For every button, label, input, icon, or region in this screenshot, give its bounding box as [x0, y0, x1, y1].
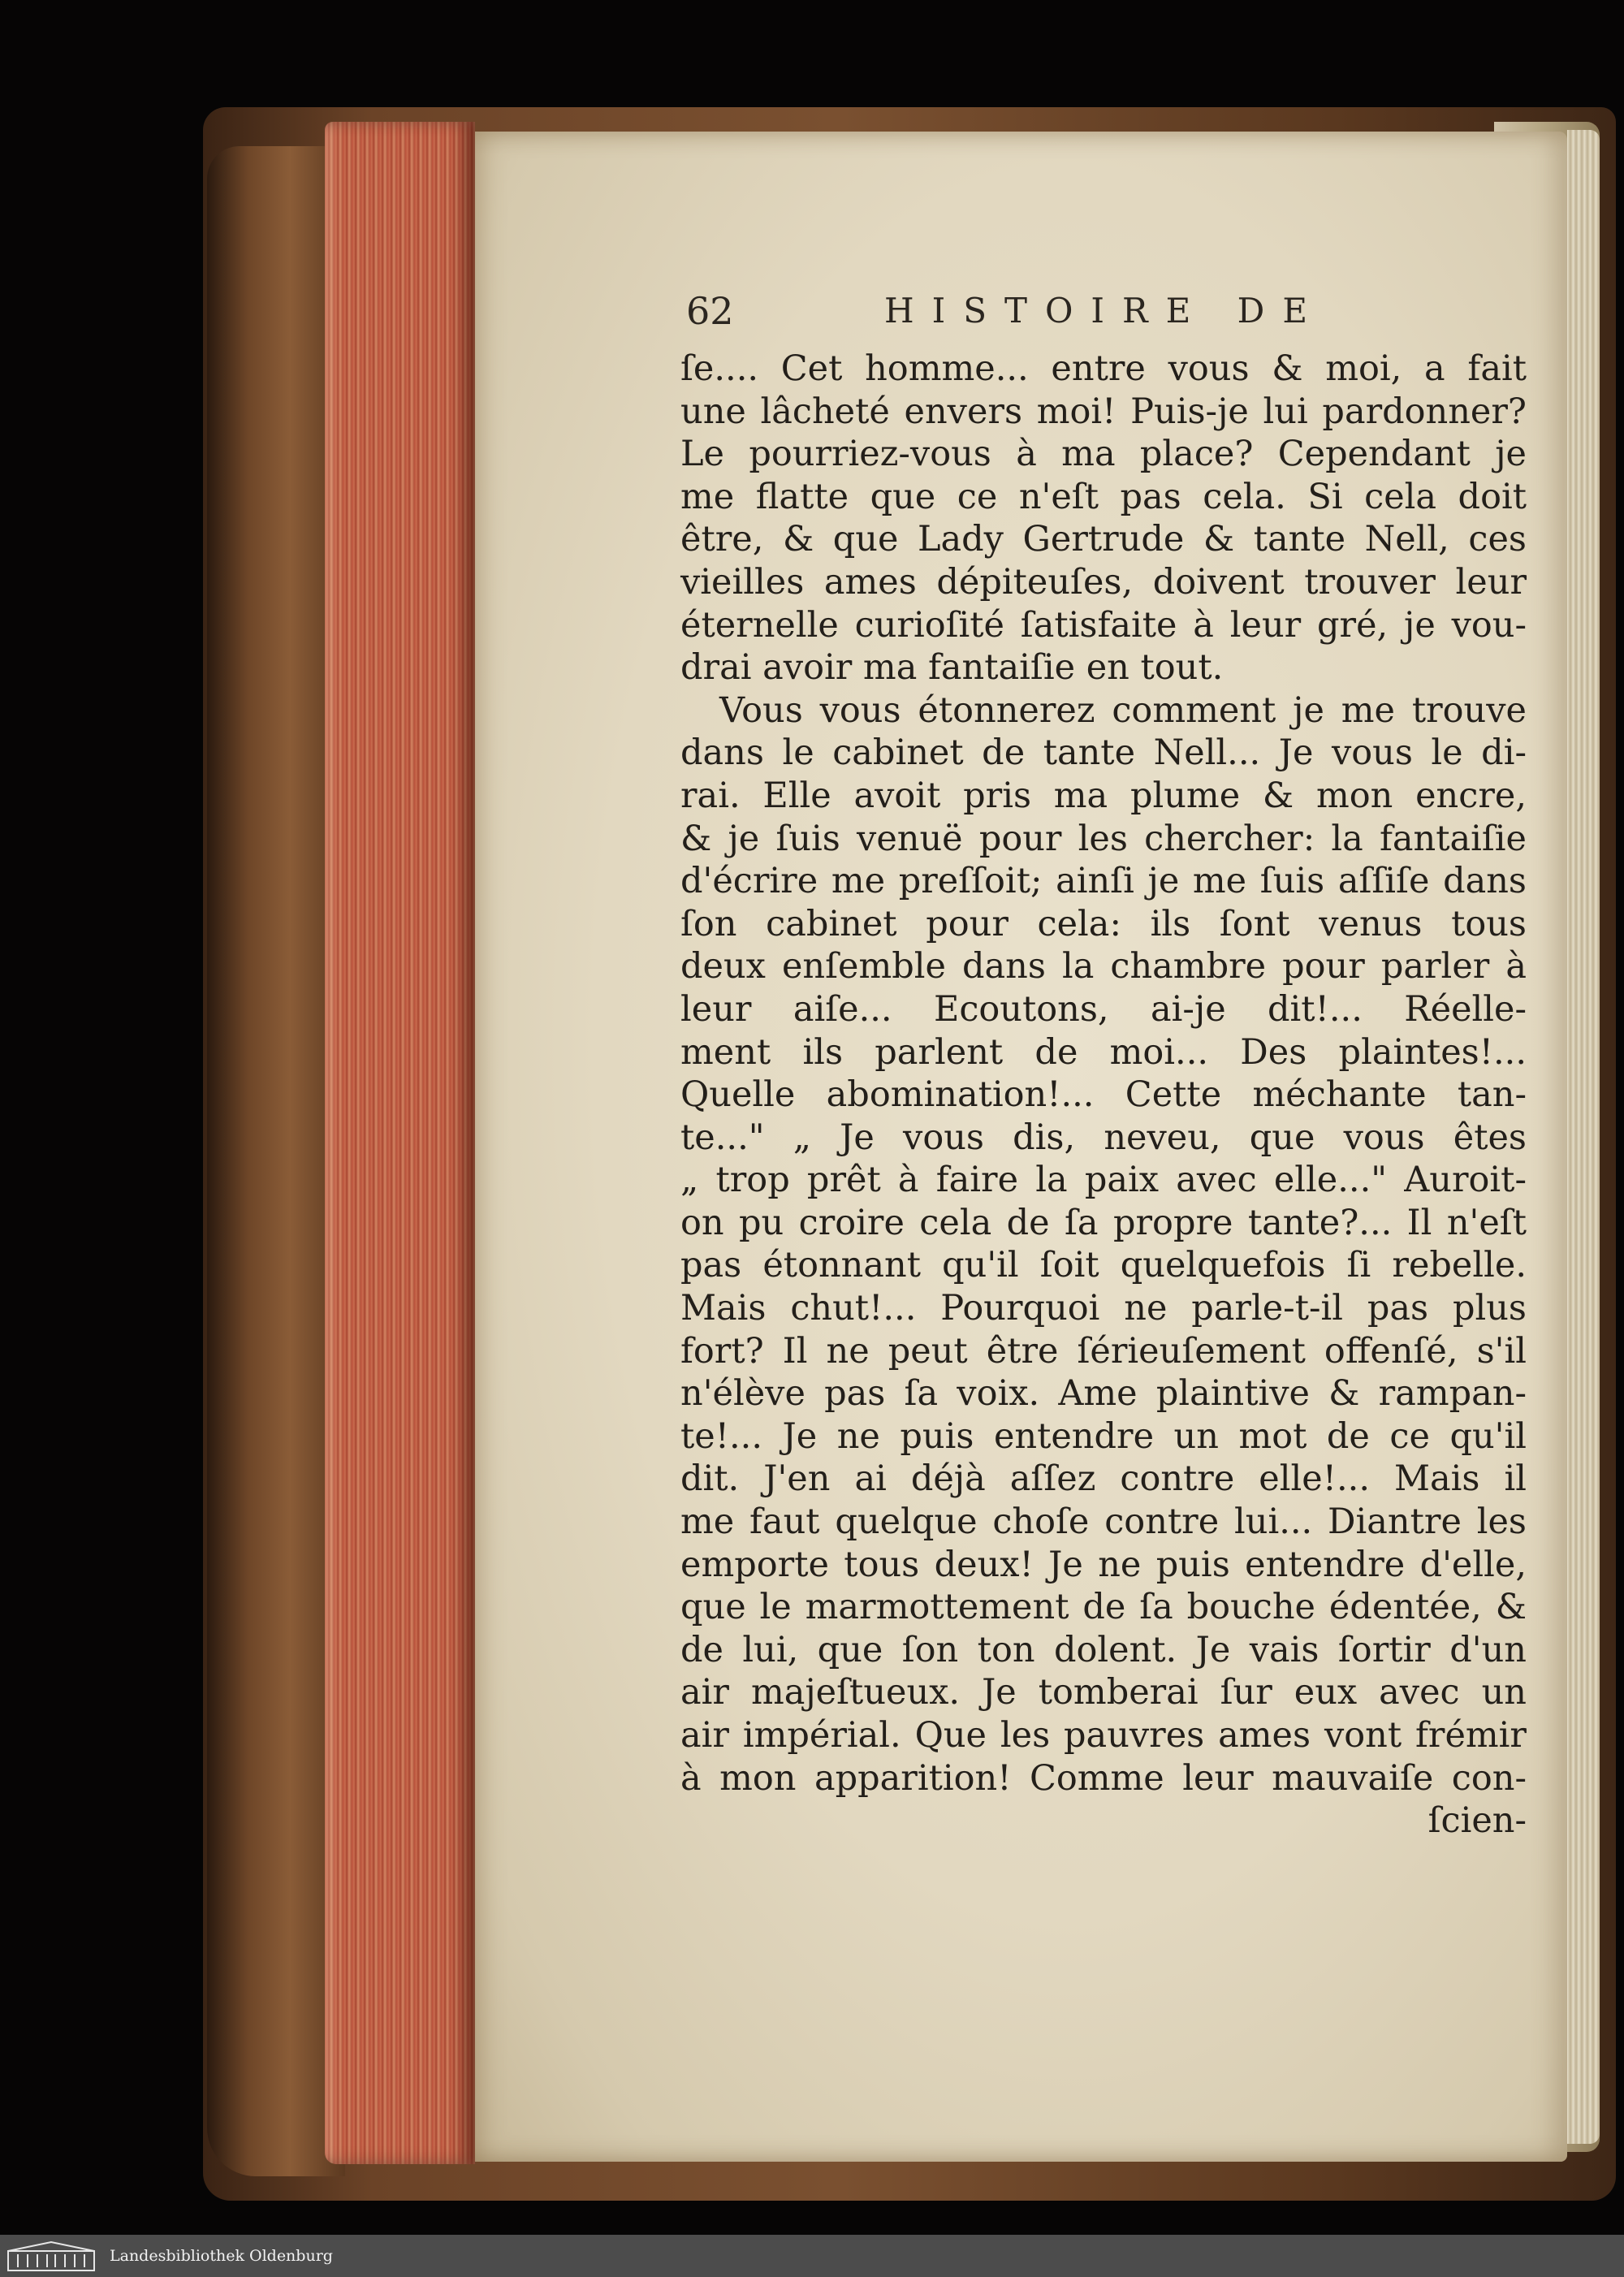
text-line: deux enſemble dans la chambre pour parler à — [680, 946, 1527, 987]
text-line: me flatte que ce n'eſt pas cela. Si cela doit — [680, 476, 1527, 517]
text-line: me faut quelque choſe contre lui... Diantre les — [680, 1501, 1527, 1543]
text-line: être, & que Lady Gertrude & tante Nell, ces — [680, 519, 1527, 560]
text-line: à mon apparition! Comme leur mauvaiſe con- — [680, 1757, 1527, 1799]
red-page-edges — [325, 122, 475, 2164]
text-line: que le marmottement de ſa bouche édentée, & — [680, 1587, 1527, 1628]
text-line: éternelle curioſité ſatisfaite à leur gré, je vou- — [680, 604, 1527, 646]
library-footer — [0, 2235, 1624, 2277]
text-line: air majeſtueux. Je tomberai ſur eux avec un — [680, 1672, 1527, 1713]
catchword-row — [680, 1800, 1527, 1843]
text-line: ment ils parlent de moi... Des plaintes!... — [680, 1031, 1527, 1073]
page-header — [686, 283, 1531, 339]
text-line: d'écrire me preſſoit; ainſi je me ſuis aſſiſe dans — [680, 861, 1527, 902]
text-line: Quelle abomination!... Cette méchante tan- — [680, 1074, 1527, 1116]
text-line: air impérial. Que les pauvres ames vont frémir — [680, 1715, 1527, 1756]
text-line: dans le cabinet de tante Nell... Je vous le di- — [680, 732, 1527, 774]
text-line: leur aiſe... Ecoutons, ai-je dit!... Réelle- — [680, 988, 1527, 1030]
text-line: vieilles ames dépiteuſes, doivent trouver leur — [680, 561, 1527, 603]
library-building-icon — [6, 2240, 96, 2272]
text-line: ſon cabinet pour cela: ils ſont venus tous — [680, 903, 1527, 944]
text-line: une lâcheté envers moi! Puis-je lui pardonner? — [680, 391, 1527, 432]
text-line: dit. J'en ai déjà aſſez contre elle!... Mais il — [680, 1458, 1527, 1500]
text-line: drai avoir ma fantaiſie en tout. — [680, 647, 1224, 689]
body-text — [680, 348, 1527, 1843]
text-line: te..." „ Je vous dis, neveu, que vous êtes — [680, 1117, 1527, 1158]
catchword: ſcien- — [1427, 1800, 1527, 1842]
text-line: & je ſuis venuë pour les chercher: la fantaiſie — [680, 818, 1527, 859]
facing-page-leaves — [1567, 130, 1600, 2144]
text-line: pas étonnant qu'il ſoit quelquefois ſi rebelle. — [680, 1245, 1527, 1286]
page-number: 62 — [686, 289, 734, 333]
text-line: Mais chut!... Pourquoi ne parle-t-il pas plus — [680, 1288, 1527, 1329]
text-line: „ trop prêt à faire la paix avec elle..." Auroit- — [680, 1160, 1527, 1201]
running-title: HISTOIRE DE — [884, 291, 1325, 331]
text-line: te!... Je ne puis entendre un mot de ce qu'il — [680, 1415, 1527, 1457]
library-name: Landesbibliothek Oldenburg — [110, 2247, 333, 2265]
text-line: Vous vous étonnerez comment je me trouve — [719, 689, 1527, 731]
text-line: de lui, que ſon ton dolent. Je vais ſortir d'un — [680, 1629, 1527, 1670]
text-line: ſe.... Cet homme... entre vous & moi, a fait — [680, 348, 1527, 389]
text-line: fort? Il ne peut être ſérieuſement offenſé, s'il — [680, 1330, 1527, 1372]
text-line: emporte tous deux! Je ne puis entendre d'elle, — [680, 1544, 1527, 1585]
text-line: on pu croire cela de ſa propre tante?... Il n'eſt — [680, 1202, 1527, 1243]
text-line: rai. Elle avoit pris ma plume & mon encre, — [680, 775, 1527, 816]
text-line: Le pourriez-vous à ma place? Cependant je — [680, 434, 1527, 475]
text-line: n'élève pas ſa voix. Ame plaintive & rampan- — [680, 1373, 1527, 1415]
